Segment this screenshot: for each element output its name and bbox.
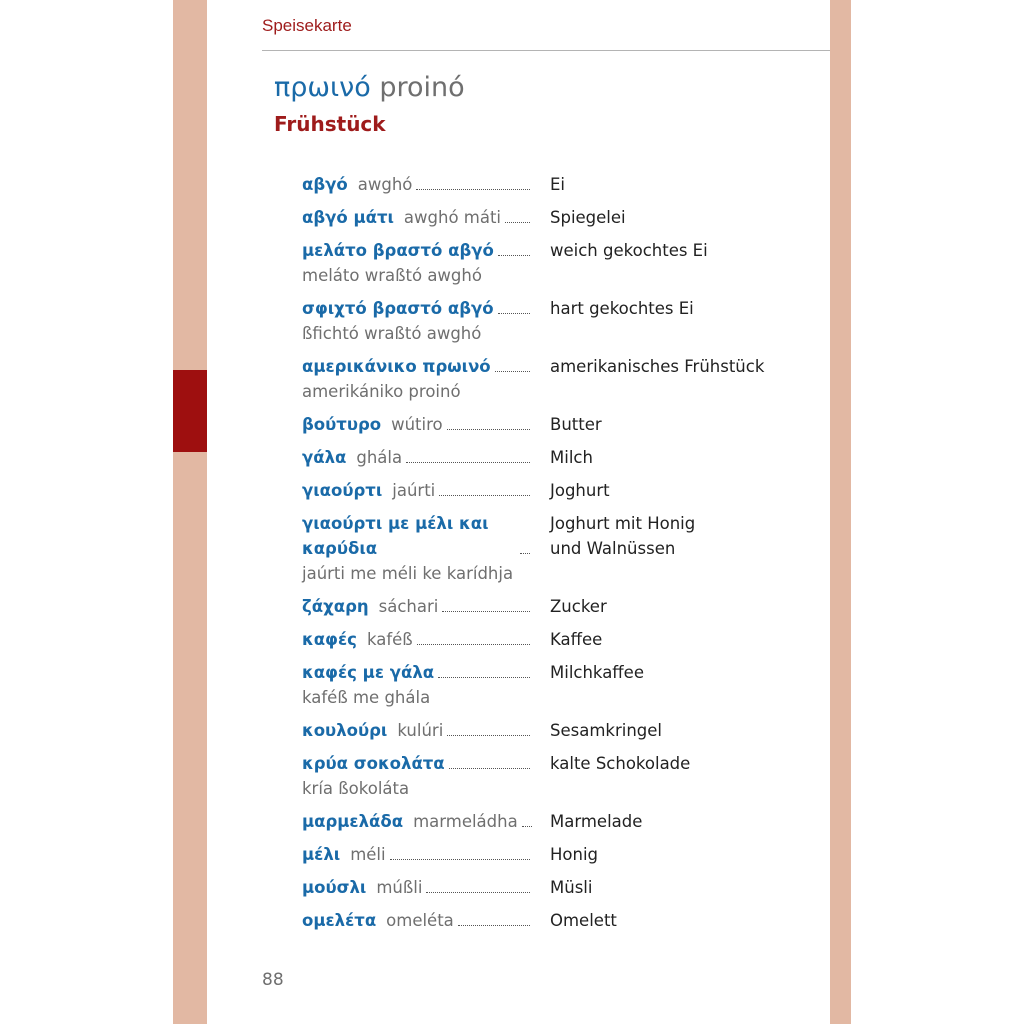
greek-term: βούτυρο: [302, 415, 382, 434]
vocab-entry: [302, 511, 822, 586]
leader-dots: [449, 768, 530, 769]
transliteration: awghó: [357, 175, 413, 194]
left-margin-band: [173, 0, 207, 1024]
section-title: [274, 72, 465, 103]
vocab-source: [302, 205, 530, 230]
german-translation: amerikanisches Frühstück: [550, 357, 765, 376]
vocab-source: [302, 445, 530, 470]
greek-term: μελάτο βραστό αβγό: [302, 241, 494, 260]
vocab-source: [302, 296, 530, 346]
leader-dots: [447, 429, 530, 430]
vocab-entry: [302, 660, 822, 710]
greek-term: αβγό μάτι: [302, 208, 394, 227]
vocab-entry: [302, 296, 822, 346]
leader-dots: [498, 313, 530, 314]
vocab-entry: [302, 238, 822, 288]
transliteration: kulúri: [397, 721, 444, 740]
transliteration: amerikániko proinó: [302, 382, 461, 401]
leader-dots: [426, 892, 530, 893]
german-translation: Spiegelei: [550, 208, 626, 227]
transliteration: jaúrti: [392, 481, 436, 500]
transliteration: kaféß me ghála: [302, 688, 431, 707]
vocab-entry: [302, 809, 822, 834]
german-translation: Zucker: [550, 597, 607, 616]
vocab-source: [302, 594, 530, 619]
greek-term: ζάχαρη: [302, 597, 369, 616]
transliteration: ßfichtó wraßtó awghó: [302, 324, 482, 343]
vocab-source: [302, 354, 530, 404]
leader-dots: [417, 644, 530, 645]
greek-term: αμερικάνικο πρωινό: [302, 357, 491, 376]
transliteration: sáchari: [378, 597, 439, 616]
german-translation: Marmelade: [550, 812, 643, 831]
right-margin-band: [830, 0, 851, 1024]
greek-term: ομελέτα: [302, 911, 377, 930]
transliteration: jaúrti me méli ke karídhja: [302, 564, 514, 583]
leader-dots: [390, 859, 530, 860]
german-translation: Sesamkringel: [550, 721, 662, 740]
chapter-thumb-tab: [173, 370, 207, 452]
vocab-entry: [302, 412, 822, 437]
german-translation: Milchkaffee: [550, 663, 644, 682]
vocab-entry: [302, 718, 822, 743]
german-translation: kalte Schokolade: [550, 754, 691, 773]
vocab-source: [302, 660, 530, 710]
greek-term: μαρμελάδα: [302, 812, 404, 831]
running-head: Speisekarte: [262, 16, 352, 35]
german-translation: Ei: [550, 175, 566, 194]
transliteration: awghó máti: [403, 208, 502, 227]
transliteration: kría ßokoláta: [302, 779, 410, 798]
leader-dots: [498, 255, 530, 256]
vocab-source: [302, 751, 530, 801]
transliteration: wútiro: [391, 415, 443, 434]
transliteration: marmeládha: [413, 812, 518, 831]
leader-dots: [522, 826, 532, 827]
greek-term: γάλα: [302, 448, 347, 467]
vocab-entry: [302, 445, 822, 470]
greek-term: καφές με γάλα: [302, 663, 435, 682]
german-translation: weich gekochtes Ei: [550, 241, 708, 260]
vocab-source: [302, 842, 530, 867]
leader-dots: [438, 677, 530, 678]
section-title-greek: πρωινό: [274, 72, 371, 103]
vocab-entry: [302, 751, 822, 801]
leader-dots: [416, 189, 530, 190]
greek-term: κρύα σοκολάτα: [302, 754, 445, 773]
header-rule: [262, 50, 830, 51]
greek-term: σφιχτό βραστό αβγό: [302, 299, 494, 318]
german-translation: Kaffee: [550, 630, 603, 649]
vocab-entry: [302, 875, 822, 900]
greek-term: μέλι: [302, 845, 341, 864]
transliteration: omeléta: [386, 911, 454, 930]
vocab-source: [302, 478, 530, 503]
german-translation: hart gekochtes Ei: [550, 299, 694, 318]
leader-dots: [520, 553, 530, 554]
leader-dots: [495, 371, 530, 372]
leader-dots: [447, 735, 530, 736]
vocab-entry: [302, 354, 822, 404]
vocab-source: [302, 412, 530, 437]
vocab-source: [302, 511, 530, 586]
german-translation: Milch: [550, 448, 593, 467]
vocab-source: [302, 875, 530, 900]
leader-dots: [442, 611, 530, 612]
vocab-entry: [302, 205, 822, 230]
vocab-source: [302, 908, 530, 933]
greek-term: καφές: [302, 630, 357, 649]
vocab-source: [302, 238, 530, 288]
vocab-entry: [302, 478, 822, 503]
vocab-source: [302, 718, 530, 743]
greek-term: γιαούρτι με μέλι και καρύδια: [302, 514, 489, 558]
transliteration: kaféß: [366, 630, 413, 649]
leader-dots: [406, 462, 530, 463]
page-number: 88: [262, 970, 284, 990]
transliteration: ghála: [356, 448, 403, 467]
leader-dots: [458, 925, 530, 926]
transliteration: méli: [350, 845, 386, 864]
greek-term: γιαούρτι: [302, 481, 383, 500]
vocab-entry: [302, 594, 822, 619]
greek-term: κουλούρι: [302, 721, 388, 740]
transliteration: meláto wraßtó awghó: [302, 266, 482, 285]
vocab-source: [302, 809, 530, 834]
german-translation: Joghurt: [550, 481, 610, 500]
german-translation: Müsli: [550, 878, 593, 897]
greek-term: αβγό: [302, 175, 348, 194]
leader-dots: [505, 222, 530, 223]
vocabulary-list: [302, 172, 822, 941]
vocab-source: [302, 172, 530, 197]
german-translation: Omelett: [550, 911, 617, 930]
german-translation: Honig: [550, 845, 599, 864]
vocab-entry: [302, 627, 822, 652]
vocab-entry: [302, 172, 822, 197]
german-translation: Joghurt mit Honig und Walnüssen: [550, 514, 696, 558]
greek-term: μούσλι: [302, 878, 367, 897]
vocab-entry: [302, 842, 822, 867]
section-title-translit: proinó: [379, 72, 465, 103]
section-subtitle: Frühstück: [274, 112, 386, 136]
german-translation: Butter: [550, 415, 602, 434]
transliteration: múßli: [376, 878, 423, 897]
leader-dots: [439, 495, 530, 496]
vocab-entry: [302, 908, 822, 933]
vocab-source: [302, 627, 530, 652]
